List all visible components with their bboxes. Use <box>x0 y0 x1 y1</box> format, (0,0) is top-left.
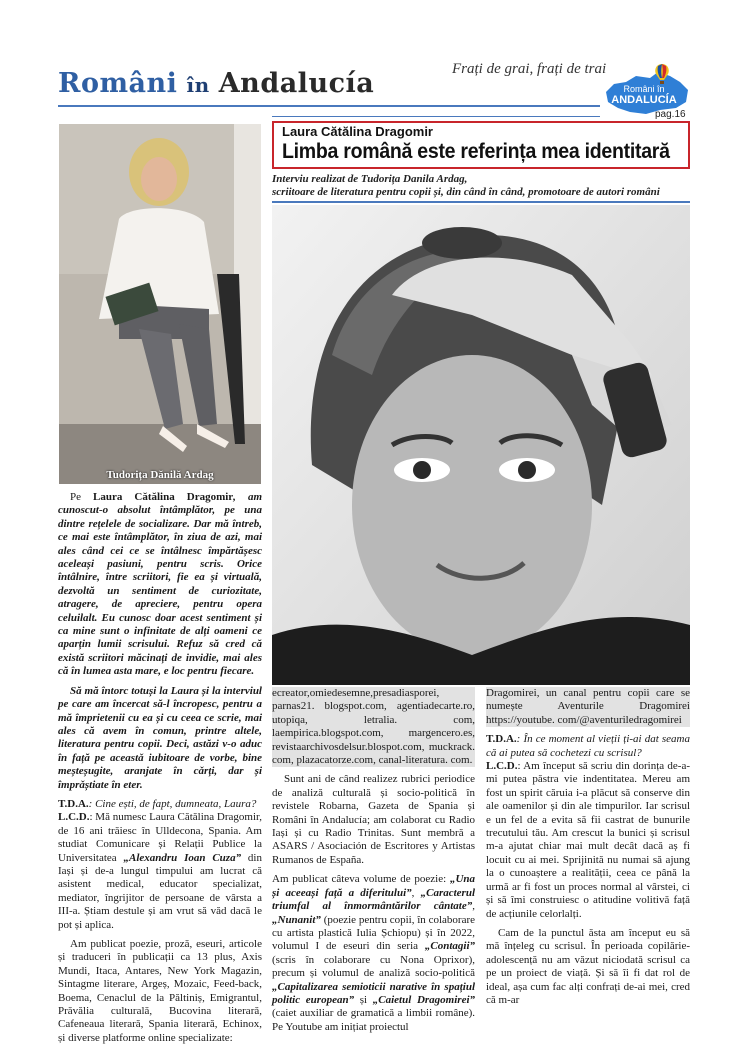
intro-paragraph-2: Să mă întorc totuși la Laura și la interviul pe care am încercat să-l încropesc, pentru a mă împrietenii cu ea și cu ceea ce scrie, mai ales că avem în comun, printre altele, literatura pentru copii. Deci, astăzi v-o aduc în față pe aceastǎ iubitoare de vorbe, bine meșteșugite, aranjate în cǎrți, dar și împrǎștiate în eter. <box>58 684 262 791</box>
intro-name: Laura Cătălina Dragomir <box>93 491 234 503</box>
question-2 <box>486 733 690 921</box>
interviewee-name: Laura Cătălina Dragomir <box>282 124 433 139</box>
separator-2: , <box>472 900 475 913</box>
a2-text: : Am început să scriu din dorința de-a-mi putea păstra vie indentitatea. Mereu am fost un spirit căruia i-a plăcut să conserve din ale oamenilor și din ale timpurilor. Iar scrisul e un fel de a evita să fii castrat de bunurile trecutului tău. Am crescut la bunici și scrisul m-a ajutat chiar mai mult decât dacă aș fi locuit cu ai mei. Sprijinită nu numai să ajung la o cunoaștere a realității, ceea ce până la urmă ar fi fost un proces normal al vârstei, ci și să îmi construiesc o atitudine volitivă față de acțiunile celorlalți. <box>486 760 690 920</box>
column-2 <box>272 687 475 1040</box>
youtube-paragraph: Dragomirei, un canal pentru copii care se numește Aventurile Dragomirei https://youtube. com/@aventuriledragomirei <box>486 687 690 726</box>
article-credits <box>272 173 692 199</box>
credit-line-2: scriitoare de literatura pentru copii și, din când în când, promotoare de autori români <box>272 186 660 198</box>
a1-speaker: L.C.D. <box>58 811 90 824</box>
article-title: Limba română este referința mea identitară <box>282 140 670 163</box>
books-end: (caiet auxiliar de gramatică a limbii române). Pe Youtube am inițiat proiectul <box>272 1007 475 1033</box>
book-title-3: „Nunanit” <box>272 913 321 926</box>
credit-prefix: Interviu realizat de <box>272 173 361 185</box>
q2-speaker: T.D.A. <box>486 733 517 746</box>
books-middle: (poezie pentru copii, în colaborare cu artista plastică Iulia Șchiopu) și în 2022, volumul I de eseuri din seria <box>272 913 475 953</box>
q2-text: : În ce moment al vieții ți-ai dat seama că ai putea să cochetezi cu scrisul? <box>486 733 690 759</box>
book-title-5: „Capitalizarea semioticii narative în spațiul politic european” <box>272 980 475 1006</box>
article-title-box <box>272 121 690 169</box>
q1-speaker: T.D.A. <box>58 797 89 810</box>
photo-divider <box>272 201 690 203</box>
a2-speaker: L.C.D. <box>486 760 518 773</box>
book-title-4: „Contagii” <box>424 940 475 953</box>
column-1 <box>58 491 262 1051</box>
credit-name: Tudorița Danila Ardag <box>360 173 465 185</box>
interviewer-photo <box>59 124 261 484</box>
answer-1-paragraph-2: Am publicat poezie, proză, eseuri, articole și traduceri în publicații ca 13 plus, Axis Mundi, Itaca, Antares, New York Magazin, Sintagme literare, Argeș, Mozaic, Feed-back, Boema, Cenaclul de la Păltiniș, Emigrantul, Prăvălia culturală, Bucovina literară, Cafeneaua literară, Spania literară, Echinox, și diverse platforme online specializate: <box>58 938 262 1044</box>
column-3 <box>486 687 690 1013</box>
intro-paragraph <box>58 491 262 679</box>
intro-rest: , am cunoscut-o absolut întâmplător, pe una dintre rețelele de socializare. Dar mă întreb, ce mai este întâmplător, în ziua de azi, mai ales când cei ce se întâlnesc împărtășesc aceleași pasiuni, pentru scris. Orice întâlnire, între scriitori, fie ea și virtuală, dezvoltă un sentiment de curiozitate, atragere, de apreciere, pentru opera celuilalt. Eu cunosc doar acest sentiment și ca mine sunt o infinitate de alți oameni ce aparțin lumii scrisului. Refuz să cred că există scriitori măcinați de invidie, mai ales că în lumea asta mare, e loc pentru fiecare. <box>58 491 262 678</box>
column-2-paragraph-2 <box>272 873 475 1034</box>
separator-1: , <box>411 886 421 899</box>
interviewee-portrait <box>272 205 690 685</box>
question-1 <box>58 798 262 932</box>
credit-rest: , <box>464 173 468 185</box>
logo-line-1: Români în <box>623 84 665 94</box>
slogan: Frați de grai, frați de trai <box>452 61 607 77</box>
q1-text: : Cine ești, de fapt, dumneata, Laura? <box>88 797 257 810</box>
book-title-2: „Caracterul triumfal al înmormântărilor cântate” <box>272 886 476 913</box>
a1-pre: : Mă numesc Laura Cătălina Dragomir, de 16 ani trăiesc în Ulldecona, Spania. Am studiat Comunicare și Relații Publice la Universitatea <box>58 811 262 864</box>
logo-text <box>600 84 688 106</box>
interviewer-photo-caption: Tudorița Dănilă Ardag <box>106 469 214 481</box>
masthead-romani: Români <box>58 68 178 99</box>
title-divider <box>272 116 600 117</box>
masthead-title <box>58 68 374 99</box>
masthead-in: în <box>186 73 210 97</box>
logo-line-2: ANDALUCÍA <box>611 94 677 106</box>
links-paragraph: ecreator,omiedesemne,presadiasporei, parnas21. blogspot.com, agentiadecarte.ro, utopiqa, letralia. com, laempirica.blogspot.com, margencero.es, revistaarchivosdelsur.blospot.com, muckrack. com, plazacatorze.com, canal-literatura. com. <box>272 687 475 767</box>
page-number: pag.16 <box>655 109 686 120</box>
book-title-1: „Una și aceeași față a diferitului” <box>272 873 475 899</box>
books-intro: Am publicat câteva volume de poezie: <box>272 873 450 886</box>
book-title-6: „Caietul Dragomirei” <box>372 993 476 1006</box>
masthead-andalucia: Andalucía <box>218 68 375 99</box>
column-2-paragraph-1: Sunt ani de când realizez rubrici periodice de analiză culturală și socio-politică în revistele Robarna, Gazeta de Spania și Români în Andalucía; am colaborat cu Radio Iași și cu Radio Trinitas. Sunt membră a ASARS / Asociación de Escritores y Artistas Rumanos de España. <box>272 773 475 866</box>
header-divider <box>58 105 600 107</box>
intro-pre: Pe <box>70 491 94 503</box>
books-middle-3: și <box>354 993 373 1006</box>
books-middle-2: (scris în colaborare cu Nona Oprixor), precum și volumul de analiză socio-politică <box>272 953 475 980</box>
answer-2-paragraph-2: Cam de la punctul ăsta am început eu să mă înțeleg cu scrisul. În perioada copilărie-adolescență nu am văzut niciodată scrisul ca pe un proiect de viață. Și să îi fi dat rol de ideal, așa cum fac alți confrați de-ai mei, cred că m-ar <box>486 926 690 1006</box>
a1-university: „Alexandru Ioan Cuza” <box>123 851 242 864</box>
a1-post: din Iași și de-a lungul timpului am lucrat că asistent medical, educator specializat, mediator, îngrijitor de persoane de vârsta a III-a. Știam destule și am vrut să văd dacă le pot și aplica. <box>58 851 262 931</box>
